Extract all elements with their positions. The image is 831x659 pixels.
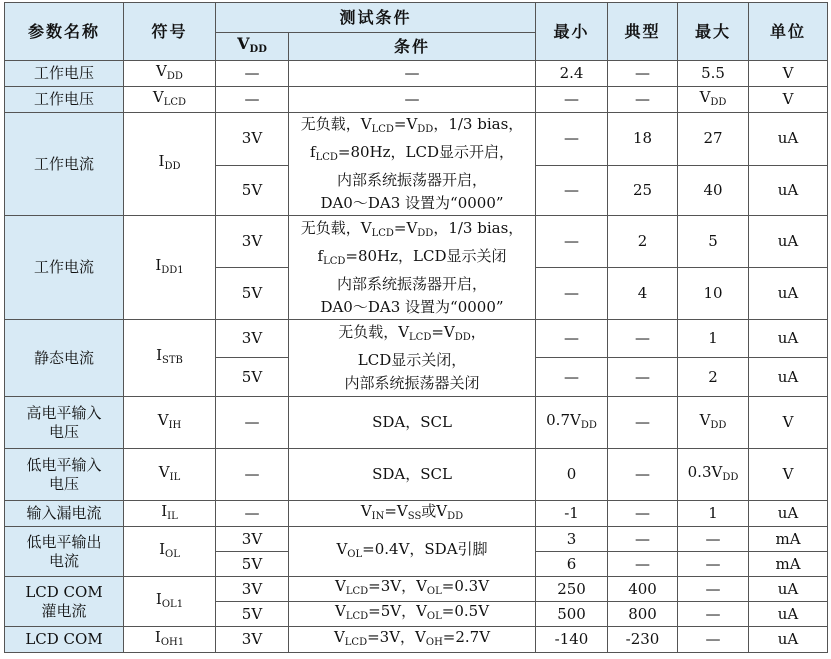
vdd-cell: 3V: [216, 216, 289, 268]
param-name: 工作电压: [5, 87, 124, 113]
max-cell: —: [678, 602, 749, 627]
param-name: 低电平输入 电压: [5, 449, 124, 501]
min-cell: —: [536, 113, 608, 166]
unit-cell: uA: [749, 320, 828, 358]
table-row: [5, 61, 828, 87]
condition-cell: 无负载，$V_{LCD}=V_{DD}$， LCD显示关闭， 内部系统振荡器关闭: [289, 320, 536, 397]
symbol: $I_{OH1}$: [124, 627, 216, 653]
header-min: 最小: [536, 3, 608, 61]
symbol: $I_{DD}$: [124, 113, 216, 216]
unit-cell: mA: [749, 552, 828, 577]
unit-cell: uA: [749, 113, 828, 166]
max-cell: 1: [678, 320, 749, 358]
condition-cell: —: [289, 61, 536, 87]
vdd-cell: 3V: [216, 627, 289, 653]
table-row: [5, 397, 828, 449]
max-cell: —: [678, 527, 749, 552]
max-cell: 10: [678, 268, 749, 320]
condition-cell: $V_{LCD}=5V$，$V_{OL}=0.5V$: [289, 602, 536, 627]
table-row: [5, 87, 828, 113]
min-cell: —: [536, 87, 608, 113]
symbol: $I_{OL1}$: [124, 577, 216, 627]
max-cell: —: [678, 627, 749, 653]
vdd-cell: 5V: [216, 602, 289, 627]
typ-cell: 25: [608, 165, 678, 216]
typ-cell: 2: [608, 216, 678, 268]
vdd-cell: 3V: [216, 527, 289, 552]
typ-cell: 400: [608, 577, 678, 602]
unit-cell: uA: [749, 358, 828, 397]
condition-cell: $V_{IN}=V_{SS}$或$V_{DD}$: [289, 501, 536, 527]
min-cell: 3: [536, 527, 608, 552]
symbol: $I_{DD1}$: [124, 216, 216, 320]
condition-cell: SDA，SCL: [289, 449, 536, 501]
vdd-cell: 5V: [216, 165, 289, 216]
max-cell: 1: [678, 501, 749, 527]
param-name: LCD COM 灌电流: [5, 577, 124, 627]
vdd-cell: —: [216, 449, 289, 501]
unit-cell: uA: [749, 268, 828, 320]
header-param: 参数名称: [5, 3, 124, 61]
header-symbol: 符号: [124, 3, 216, 61]
unit-cell: uA: [749, 501, 828, 527]
param-name: 低电平输出 电流: [5, 527, 124, 577]
unit-cell: uA: [749, 165, 828, 216]
symbol: $V_{IL}$: [124, 449, 216, 501]
condition-cell: SDA，SCL: [289, 397, 536, 449]
typ-cell: -230: [608, 627, 678, 653]
min-cell: -1: [536, 501, 608, 527]
table-row: [5, 449, 828, 501]
header-vdd: $V_{DD}$: [216, 33, 289, 61]
typ-cell: —: [608, 449, 678, 501]
param-name: LCD COM: [5, 627, 124, 653]
max-cell: 5: [678, 216, 749, 268]
symbol: $I_{OL}$: [124, 527, 216, 577]
param-name: 工作电压: [5, 61, 124, 87]
max-cell: 2: [678, 358, 749, 397]
typ-cell: —: [608, 501, 678, 527]
typ-cell: —: [608, 87, 678, 113]
typ-cell: —: [608, 358, 678, 397]
typ-cell: —: [608, 61, 678, 87]
min-cell: —: [536, 268, 608, 320]
vdd-cell: —: [216, 61, 289, 87]
vdd-cell: 5V: [216, 268, 289, 320]
vdd-cell: —: [216, 397, 289, 449]
min-cell: —: [536, 165, 608, 216]
unit-cell: uA: [749, 627, 828, 653]
min-cell: 250: [536, 577, 608, 602]
min-cell: 0: [536, 449, 608, 501]
max-cell: 40: [678, 165, 749, 216]
max-cell: —: [678, 577, 749, 602]
vdd-cell: 3V: [216, 577, 289, 602]
unit-cell: V: [749, 87, 828, 113]
unit-cell: uA: [749, 216, 828, 268]
min-cell: —: [536, 358, 608, 397]
vdd-cell: 3V: [216, 320, 289, 358]
unit-cell: uA: [749, 602, 828, 627]
param-name: 静态电流: [5, 320, 124, 397]
header-typ: 典型: [608, 3, 678, 61]
typ-cell: —: [608, 397, 678, 449]
condition-cell: $V_{LCD}=3V$，$V_{OH}=2.7V$: [289, 627, 536, 653]
min-cell: —: [536, 216, 608, 268]
typ-cell: —: [608, 527, 678, 552]
condition-cell: $V_{LCD}=3V$，$V_{OL}=0.3V$: [289, 577, 536, 602]
symbol: $V_{LCD}$: [124, 87, 216, 113]
min-cell: -140: [536, 627, 608, 653]
typ-cell: 800: [608, 602, 678, 627]
header-max: 最大: [678, 3, 749, 61]
max-cell: 5.5: [678, 61, 749, 87]
typ-cell: 18: [608, 113, 678, 166]
table-row: [5, 320, 828, 358]
min-cell: 6: [536, 552, 608, 577]
unit-cell: V: [749, 397, 828, 449]
vdd-cell: 5V: [216, 552, 289, 577]
header-condition: 条件: [289, 33, 536, 61]
electrical-spec-table: [4, 2, 828, 653]
header-test-conditions: 测试条件: [216, 3, 536, 33]
param-name: 高电平输入 电压: [5, 397, 124, 449]
table-row: [5, 216, 828, 268]
unit-cell: V: [749, 61, 828, 87]
param-name: 工作电流: [5, 216, 124, 320]
param-name: 工作电流: [5, 113, 124, 216]
table-row: [5, 577, 828, 602]
vdd-cell: —: [216, 87, 289, 113]
table-row: [5, 113, 828, 166]
condition-cell: 无负载，$V_{LCD}=V_{DD}$，1/3 bias， $f_{LCD}=80Hz$，LCD显示开启， 内部系统振荡器开启， DA0～DA3 设置为“0000”: [289, 113, 536, 216]
table-row: [5, 527, 828, 552]
max-cell: —: [678, 552, 749, 577]
table-row: [5, 501, 828, 527]
vdd-cell: 3V: [216, 113, 289, 166]
min-cell: 500: [536, 602, 608, 627]
min-cell: 2.4: [536, 61, 608, 87]
max-cell: $0.3V_{DD}$: [678, 449, 749, 501]
max-cell: $V_{DD}$: [678, 397, 749, 449]
condition-cell: 无负载，$V_{LCD}=V_{DD}$，1/3 bias， $f_{LCD}=80Hz$，LCD显示关闭 内部系统振荡器开启， DA0～DA3 设置为“0000”: [289, 216, 536, 320]
symbol: $V_{IH}$: [124, 397, 216, 449]
table-row: [5, 627, 828, 653]
max-cell: 27: [678, 113, 749, 166]
symbol: $I_{IL}$: [124, 501, 216, 527]
typ-cell: —: [608, 320, 678, 358]
condition-cell: $V_{OL}=0.4V$，SDA引脚: [289, 527, 536, 577]
vdd-cell: —: [216, 501, 289, 527]
typ-cell: 4: [608, 268, 678, 320]
unit-cell: V: [749, 449, 828, 501]
min-cell: —: [536, 320, 608, 358]
header-unit: 单位: [749, 3, 828, 61]
vdd-cell: 5V: [216, 358, 289, 397]
symbol: $I_{STB}$: [124, 320, 216, 397]
max-cell: $V_{DD}$: [678, 87, 749, 113]
param-name: 输入漏电流: [5, 501, 124, 527]
unit-cell: uA: [749, 577, 828, 602]
min-cell: $0.7V_{DD}$: [536, 397, 608, 449]
symbol: $V_{DD}$: [124, 61, 216, 87]
condition-cell: —: [289, 87, 536, 113]
unit-cell: mA: [749, 527, 828, 552]
typ-cell: —: [608, 552, 678, 577]
